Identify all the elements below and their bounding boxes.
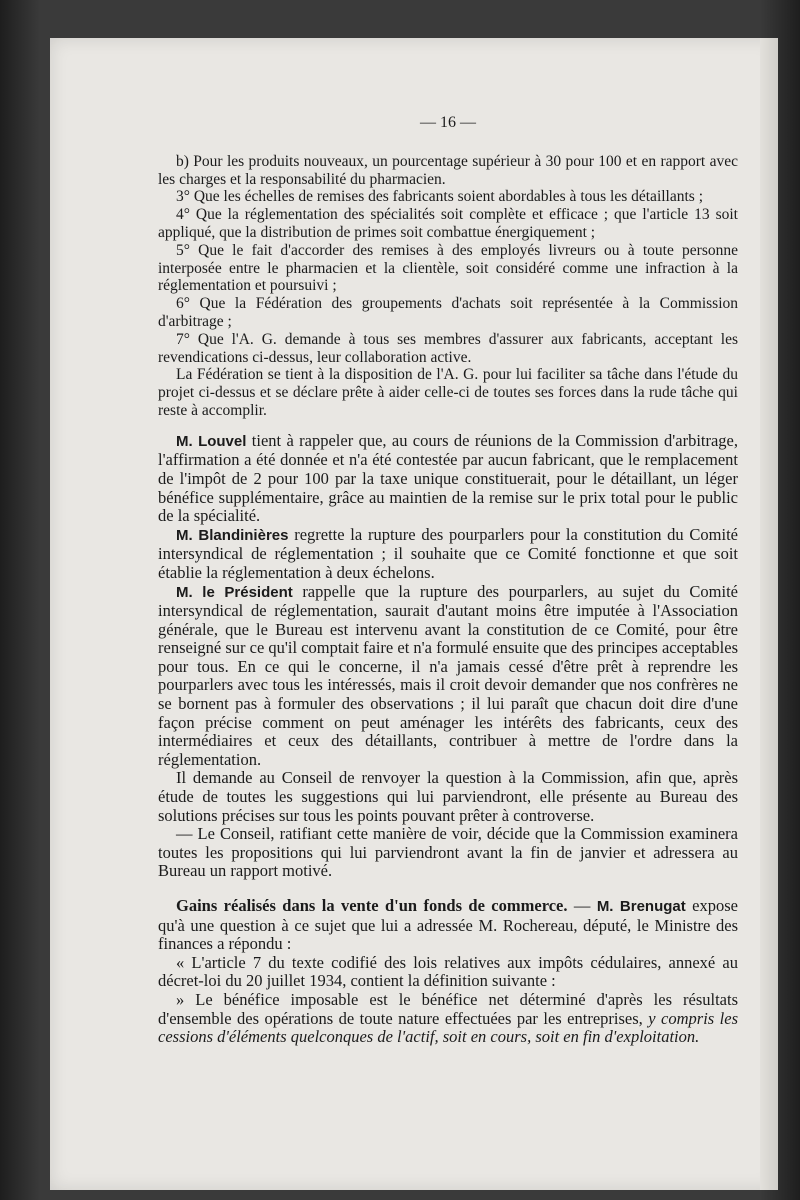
speaker-name: M. le Président: [176, 583, 293, 601]
federation-paragraph: La Fédération se tient à la disposition de l'A. G. pour lui faciliter sa tâche dans l'étude du projet ci-dessus et se déclare prête à aider celle-ci de toutes ses forces dans la rude tâche qui reste à accomplir.: [158, 366, 738, 419]
debate-paragraph: [158, 583, 738, 770]
page-number: — 16 —: [420, 114, 476, 131]
debate-section: [158, 432, 738, 1047]
debate-text: rappelle que la rupture des pourparlers, au sujet du Comité intersyndical de réglementation, saurait d'autant moins être imputée à l'Association générale, que le Bureau est intervenu avant la constitution de ce Comité, pour être renseigné sur ce qu'il comptait faire et n'a formulé ensuite que des principes acceptables pour tous. En ce qui le concerne, il n'a jamais cessé d'être prêt à reprendre les pourparlers avec tous les intéressés, mais il croit devoir demander que nos confrères ne se bornent pas à formuler des observations ; il lui paraît que chacun doit dire d'une façon précise comment on peut aménager les intérêts des fabricants, ceux des intermédiaires et ceux des détaillants, contribuer à mettre de l'ordre dans la réglementation.: [158, 581, 739, 769]
list-item: 6° Que la Fédération des groupements d'achats soit représentée à la Commission d'arbitrage ;: [158, 295, 738, 330]
quote-text: » Le bénéfice imposable est le bénéfice net déterminé d'après les résultats d'ensemble des opérations de toute nature effectuées par les entreprises,: [158, 989, 738, 1028]
debate-paragraph: [158, 432, 738, 526]
list-item: 7° Que l'A. G. demande à tous ses membres d'assurer aux fabricants, acceptant les revendications ci-dessus, leur collaboration active.: [158, 330, 738, 366]
section-paragraph: [158, 897, 738, 954]
list-item: 5° Que le fait d'accorder des remises à des employés livreurs ou à toute personne interposée entre le pharmacien et la clientèle, soit considéré comme une infraction à la réglementation et poursuivi ;: [158, 241, 738, 295]
renvoi-paragraph: Il demande au Conseil de renvoyer la question à la Commission, afin que, après étude de toutes les suggestions qui lui parviendront, elle présente au Bureau des solutions précises sur tous les points pouvant prêter à controverse.: [158, 768, 738, 825]
heading-dash: —: [567, 896, 597, 915]
speaker-name: M. Louvel: [176, 432, 247, 450]
section-text: expose qu'à une question à ce sujet que lui a adressée M. Rochereau, député, le Ministre des finances a répondu :: [158, 896, 738, 954]
quote-paragraph: « L'article 7 du texte codifié des lois relatives aux impôts cédulaires, annexé au décret-loi du 20 juillet 1934, contient la définition suivante :: [158, 952, 738, 991]
section-heading: Gains réalisés dans la vente d'un fonds de commerce.: [176, 896, 568, 915]
paper-page: [50, 38, 778, 1190]
speaker-name: M. Brenugat: [596, 898, 686, 915]
list-item: 3° Que les échelles de remises des fabricants soient abordables à tous les détaillants ;: [176, 188, 704, 206]
speaker-name: M. Blandinières: [176, 526, 289, 544]
debate-text: tient à rappeler que, au cours de réunions de la Commission d'arbitrage, l'affirmation a été donnée et n'a été contestée par aucun fabricant, que le remplacement de l'impôt de 2 pour 100 par la taxe unique constituerait, pour le détaillant, un léger bénéfice supplémentaire, grâce au maintien de la remise sur le prix total pour le public de la spécialité.: [158, 430, 739, 526]
debate-text: regrette la rupture des pourparlers pour la constitution du Comité intersyndical de réglementation ; il souhaite que ce Comité fonctionne et que soit établie la réglementation à deux échelons.: [158, 524, 738, 582]
page-edge: [760, 38, 778, 1190]
quote-italic: y compris les cessions d'éléments quelconques de l'actif, soit en cours, soit en fin d'exploitation.: [158, 1008, 738, 1047]
list-item: b) Pour les produits nouveaux, un pourcentage supérieur à 30 pour 100 et en rapport avec les charges et la responsabilité du pharmacien.: [158, 152, 738, 188]
conseil-paragraph: — Le Conseil, ratifiant cette manière de voir, décide que la Commission examinera toutes les propositions qui lui parviendront avant la fin de janvier et adressera au Bureau un rapport motivé.: [158, 824, 738, 881]
page-text: [158, 114, 738, 1047]
debate-paragraph: [158, 526, 738, 583]
list-item: 4° Que la réglementation des spécialités soit complète et efficace ; que l'article 13 soit appliqué, que la distribution de primes soit combattue énergiquement ;: [158, 206, 738, 241]
quote-paragraph: [158, 991, 738, 1047]
